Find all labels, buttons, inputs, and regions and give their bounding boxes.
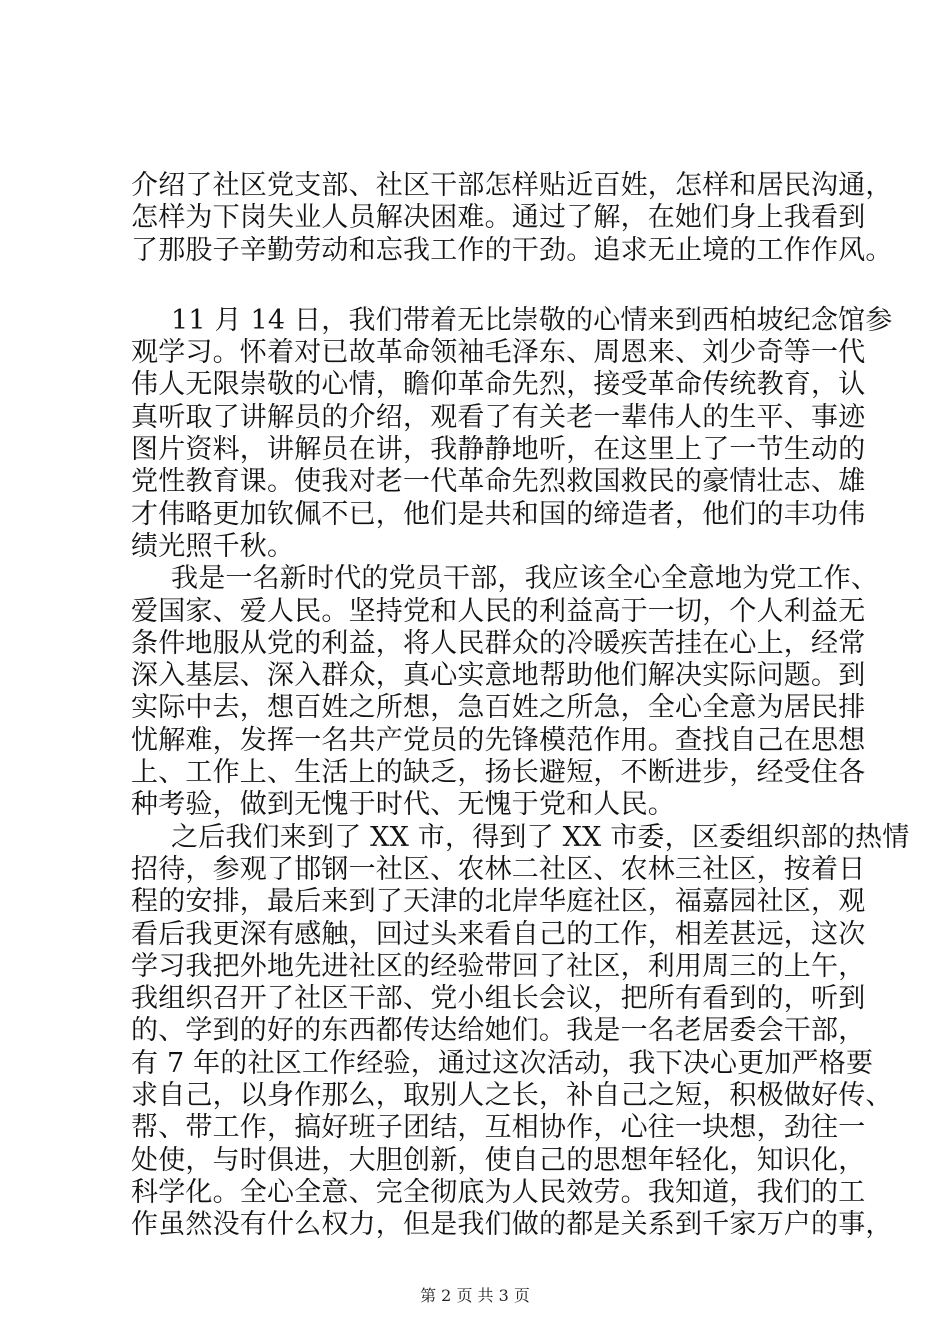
paragraph-4-line: 作虽然没有什么权力，但是我们做的都是关系到千家万户的事， [131, 1209, 893, 1241]
paragraph-2-line: 才伟略更加钦佩不已，他们是共和国的缔造者，他们的丰功伟 [131, 498, 866, 530]
paragraph-2-line: 党性教育课。使我对老一代革命先烈救国救民的豪情壮志、雄 [131, 466, 866, 498]
paragraph-2-line: 伟人无限崇敬的心情，瞻仰革命先烈，接受革命传统教育，认 [131, 369, 866, 401]
paragraph-3-line: 我是一名新时代的党员干部，我应该全心全意地为党工作、 [171, 563, 879, 595]
paragraph-4-line: 招待，参观了邯钢一社区、农林二社区、农林三社区，按着日 [131, 853, 866, 885]
paragraph-3-line: 条件地服从党的利益，将人民群众的冷暖疾苦挂在心上，经常 [131, 627, 866, 659]
paragraph-4-line: 帮、带工作，搞好班子团结，互相协作，心往一块想，劲往一 [131, 1112, 866, 1144]
paragraph-2-line: 11 月 14 日，我们带着无比崇敬的心情来到西柏坡纪念馆参 [171, 304, 893, 336]
paragraph-2-line: 真听取了讲解员的介绍，观看了有关老一辈伟人的生平、事迹 [131, 401, 866, 433]
body-text [131, 170, 910, 1242]
paragraph-3-line: 种考验，做到无愧于时代、无愧于党和人民。 [131, 789, 675, 821]
paragraph-4-line: 处使，与时俱进，大胆创新，使自己的思想年轻化，知识化， [131, 1144, 866, 1176]
paragraph-1-line: 介绍了社区党支部、社区干部怎样贴近百姓，怎样和居民沟通， [131, 170, 893, 201]
paragraph-4-line: 求自己，以身作那么，取别人之长，补自己之短，积极做好传、 [131, 1080, 893, 1112]
paragraph-2-line: 绩光照千秋。 [131, 530, 295, 562]
page-number-footer: 第 2 页 共 3 页 [420, 1286, 530, 1305]
paragraph-4-line: 有 7 年的社区工作经验，通过这次活动，我下决心更加严格要 [131, 1047, 874, 1079]
paragraph-1-line: 了那股子辛勤劳动和忘我工作的干劲。追求无止境的工作作风。 [131, 234, 893, 266]
paragraph-2-line: 图片资料，讲解员在讲，我静静地听，在这里上了一节生动的 [131, 434, 866, 466]
paragraph-4-line: 之后我们来到了 XX 市，得到了 XX 市委，区委组织部的热情 [171, 821, 910, 853]
paragraph-4-line: 学习我把外地先进社区的经验带回了社区，利用周三的上午， [131, 950, 866, 982]
paragraph-3-line: 忧解难，发挥一名共产党员的先锋模范作用。查找自己在思想 [131, 724, 866, 756]
paragraph-3-line: 深入基层、深入群众，真心实意地帮助他们解决实际问题。到 [131, 660, 866, 692]
paragraph-1-line: 怎样为下岗失业人员解决困难。通过了解，在她们身上我看到 [131, 202, 866, 234]
paragraph-3-line: 实际中去，想百姓之所想，急百姓之所急，全心全意为居民排 [131, 692, 866, 724]
paragraph-4-line: 的、学到的好的东西都传达给她们。我是一名老居委会干部， [131, 1015, 866, 1047]
paragraph-4-line: 程的安排，最后来到了天津的北岸华庭社区，福嘉园社区，观 [131, 886, 866, 918]
paragraph-3-line: 爱国家、爱人民。坚持党和人民的利益高于一切，个人利益无 [131, 595, 866, 627]
paragraph-3-line: 上、工作上、生活上的缺乏，扬长避短，不断进步，经受住各 [131, 757, 866, 789]
paragraph-gap [131, 267, 851, 305]
paragraph-2-line: 观学习。怀着对已故革命领袖毛泽东、周恩来、刘少奇等一代 [131, 337, 866, 369]
paragraph-4-line: 看后我更深有感触，回过头来看自己的工作，相差甚远，这次 [131, 918, 866, 950]
paragraph-4-line: 我组织召开了社区干部、党小组长会议，把所有看到的，听到 [131, 983, 866, 1015]
paragraph-4-line: 科学化。全心全意、完全彻底为人民效劳。我知道，我们的工 [131, 1176, 866, 1208]
